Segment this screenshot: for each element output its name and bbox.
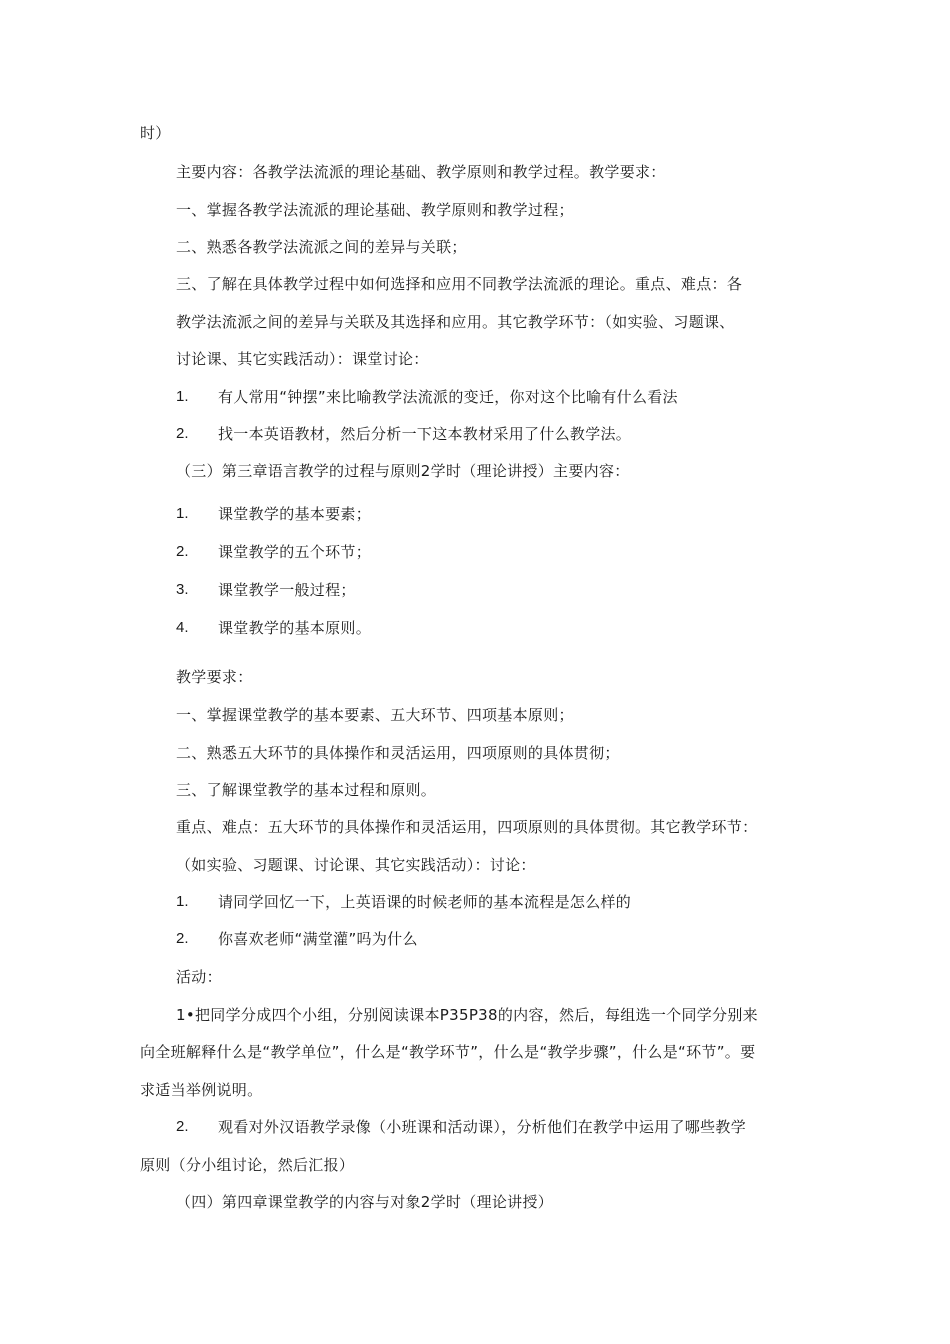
text-line: 二、熟悉五大环节的具体操作和灵活运用，四项原则的具体贯彻； <box>176 744 620 762</box>
text-line: 1•把同学分成四个小组，分别阅读课本P35P38的内容，然后，每组选一个同学分别来 <box>176 1006 758 1024</box>
text-line: 原则（分小组讨论，然后汇报） <box>140 1156 355 1174</box>
section-heading: （四）第四章课堂教学的内容与对象2学时（理论讲授） <box>176 1193 554 1211</box>
text-line: 二、熟悉各教学法流派之间的差异与关联； <box>176 238 467 256</box>
list-item: 找一本英语教材，然后分析一下这本教材采用了什么教学法。 <box>218 425 632 443</box>
list-number: 2. <box>176 543 189 560</box>
text-line: 教学要求： <box>176 668 253 686</box>
text-line: 三、了解课堂教学的基本过程和原则。 <box>176 781 437 799</box>
list-item: 课堂教学的基本原则。 <box>218 619 372 637</box>
text-line: 三、了解在具体教学过程中如何选择和应用不同教学法流派的理论。重点、难点：各 <box>176 275 743 293</box>
text-line: 主要内容：各教学法流派的理论基础、教学原则和教学过程。教学要求： <box>176 163 666 181</box>
section-heading: （三）第三章语言教学的过程与原则2学时（理论讲授）主要内容： <box>176 462 630 480</box>
list-item: 课堂教学的五个环节； <box>218 543 372 561</box>
text-line: 重点、难点：五大环节的具体操作和灵活运用，四项原则的具体贯彻。其它教学环节： <box>176 818 758 836</box>
list-number: 2. <box>176 425 189 442</box>
text-line: 向全班解释什么是“教学单位”，什么是“教学环节”，什么是“教学步骤”，什么是“环节”。要 <box>140 1043 756 1061</box>
list-item: 请同学回忆一下，上英语课的时候老师的基本流程是怎么样的 <box>218 893 632 911</box>
list-item: 课堂教学的基本要素； <box>218 505 372 523</box>
list-item: 有人常用“钟摆”来比喻教学法流派的变迁，你对这个比喻有什么看法 <box>218 388 678 406</box>
list-number: 2. <box>176 1118 189 1135</box>
list-number: 3. <box>176 581 189 598</box>
list-number: 4. <box>176 619 189 636</box>
text-line: 时） <box>140 124 171 142</box>
list-item: 观看对外汉语教学录像（小班课和活动课），分析他们在教学中运用了哪些教学 <box>218 1118 747 1136</box>
text-line: 一、掌握各教学法流派的理论基础、教学原则和教学过程； <box>176 201 574 219</box>
text-line: 活动： <box>176 968 222 986</box>
list-item: 你喜欢老师“满堂灌”吗为什么 <box>218 930 418 948</box>
list-item: 课堂教学一般过程； <box>218 581 356 599</box>
text-line: 求适当举例说明。 <box>140 1081 263 1099</box>
list-number: 1. <box>176 893 189 910</box>
text-line: （如实验、习题课、讨论课、其它实践活动）：讨论： <box>176 856 536 874</box>
text-line: 讨论课、其它实践活动）：课堂讨论： <box>176 350 429 368</box>
text-line: 一、掌握课堂教学的基本要素、五大环节、四项基本原则； <box>176 706 574 724</box>
list-number: 2. <box>176 930 189 947</box>
list-number: 1. <box>176 505 189 522</box>
text-line: 教学法流派之间的差异与关联及其选择和应用。其它教学环节：（如实验、习题课、 <box>176 313 735 331</box>
list-number: 1. <box>176 388 189 405</box>
